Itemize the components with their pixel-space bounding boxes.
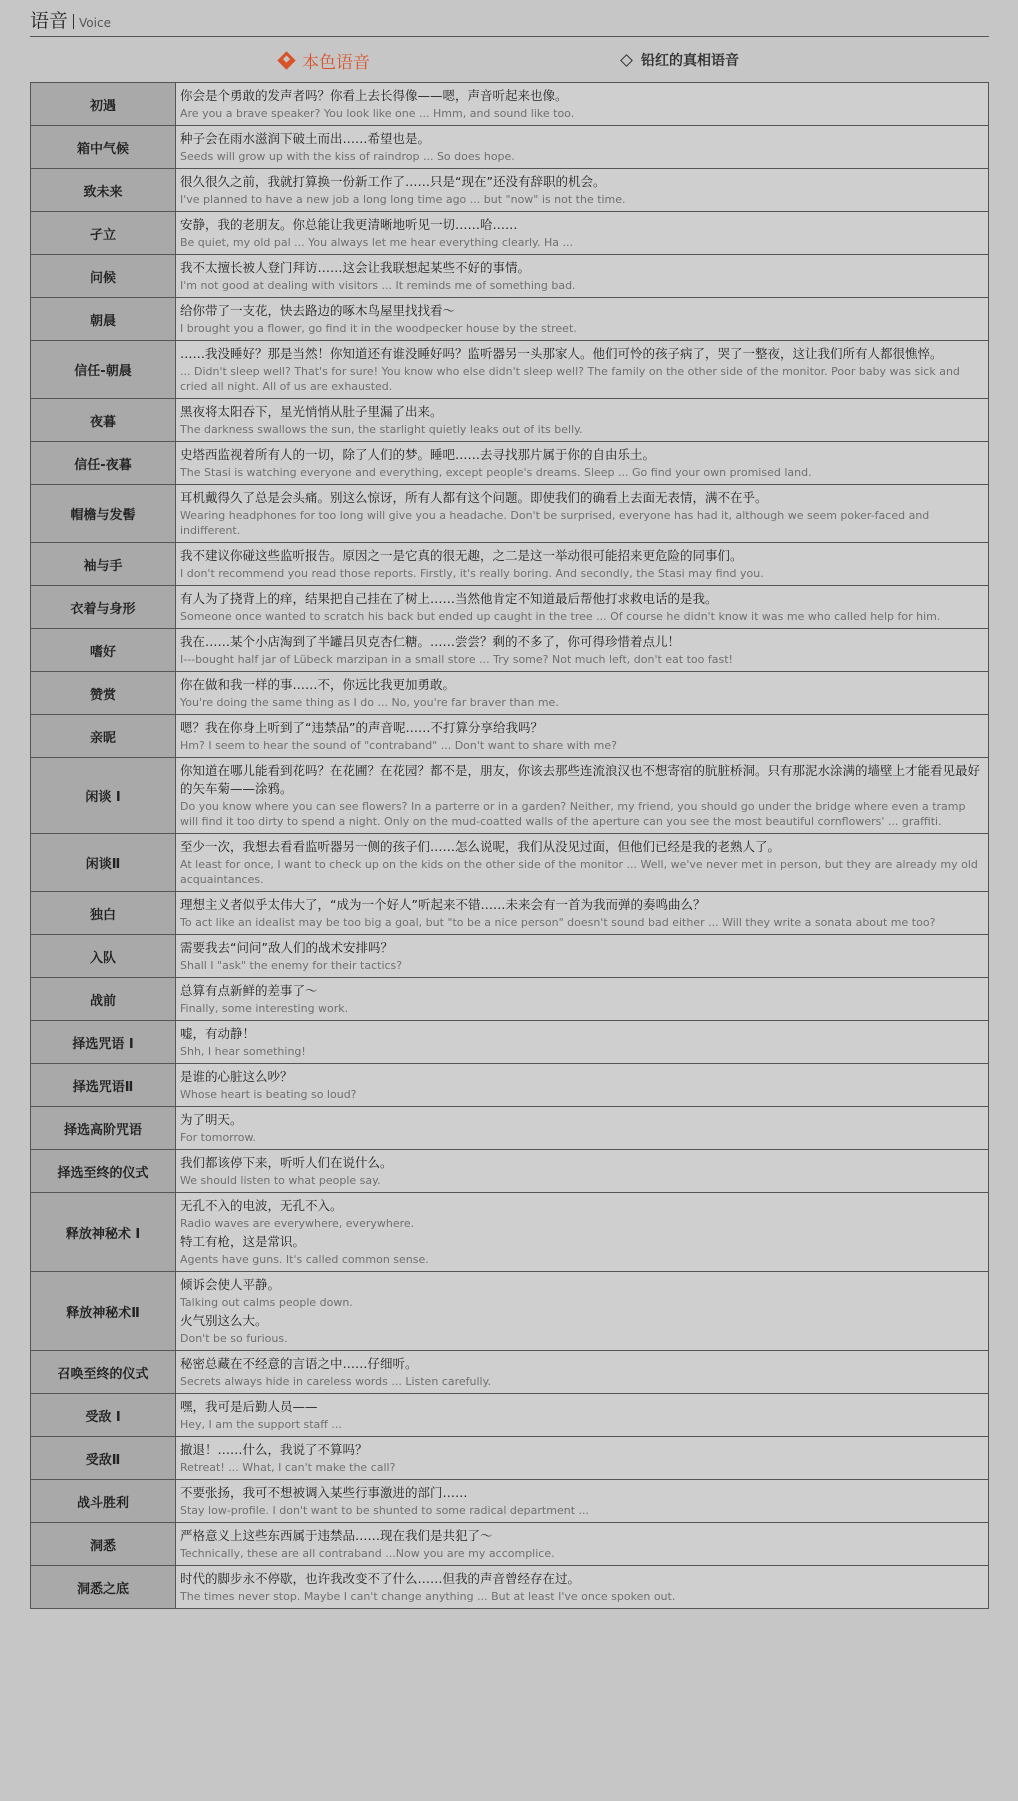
voice-lines-table [30,82,989,1609]
voice-row [31,715,989,758]
voice-text-en: I'm not good at dealing with visitors ... It reminds me of something bad. [180,279,576,292]
voice-line [180,489,982,538]
voice-row [31,935,989,978]
voice-text-cn: 至少一次，我想去看看监听器另一侧的孩子们……怎么说呢，我们从没见过面，但他们已经是我的老熟人了。 [180,839,781,854]
voice-line [180,1111,982,1145]
voice-text-cn: 耳机戴得久了总是会头痛。别这么惊讶，所有人都有这个问题。即使我们的确看上去面无表情，满不在乎。 [180,490,768,505]
voice-content [176,672,989,715]
voice-label: 问候 [31,255,176,298]
voice-content [176,758,989,834]
voice-label: 衣着与身形 [31,586,176,629]
voice-text-en: The Stasi is watching everyone and everything, except people's dreams. Sleep ... Go find your own promised land. [180,466,812,479]
voice-text-cn: 黑夜将太阳吞下，星光悄悄从肚子里漏了出来。 [180,404,443,419]
voice-line [180,173,982,207]
voice-content [176,715,989,758]
voice-label: 初遇 [31,83,176,126]
voice-text-cn: ……我没睡好？那是当然！你知道还有谁没睡好吗？监听器另一头那家人。他们可怜的孩子病了，哭了一整夜，这让我们所有人都很憔悴。 [180,346,943,361]
voice-content [176,629,989,672]
voice-line [180,446,982,480]
voice-text-cn: 很久很久之前，我就打算换一份新工作了……只是“现在”还没有辞职的机会。 [180,174,606,189]
voice-label: 召唤至终的仪式 [31,1351,176,1394]
voice-label: 袖与手 [31,543,176,586]
voice-content [176,1351,989,1394]
voice-text-cn: 无孔不入的电波，无孔不入。 [180,1198,343,1213]
voice-line [180,1570,982,1604]
voice-content [176,935,989,978]
voice-line [180,762,982,829]
voice-row [31,629,989,672]
voice-content [176,1566,989,1609]
voice-content [176,543,989,586]
voice-lines-body [31,83,989,1609]
voice-text-en: Whose heart is beating so loud? [180,1088,357,1101]
voice-text-cn: 严格意义上这些东西属于违禁品……现在我们是共犯了～ [180,1528,493,1543]
voice-text-en: I've planned to have a new job a long long time ago ... but "now" is not the time. [180,193,626,206]
voice-row [31,1394,989,1437]
voice-text-en: To act like an idealist may be too big a goal, but "to be a nice person" doesn't sound bad either ... Will they write a sonata about me too? [180,916,936,929]
voice-label: 信任-夜暮 [31,442,176,485]
voice-text-cn: 我在……某个小店淘到了半罐吕贝克杏仁糖。……尝尝？剩的不多了，你可得珍惜着点儿！ [180,634,681,649]
voice-text-en: Are you a brave speaker? You look like one ... Hmm, and sound like too. [180,107,575,120]
voice-content [176,834,989,892]
voice-text-en: Be quiet, my old pal ... You always let me hear everything clearly. Ha ... [180,236,573,249]
voice-text-en: Wearing headphones for too long will give you a headache. Don't be surprised, everyone has had it, although we seem poker-faced and indifferent. [180,509,930,537]
voice-row [31,212,989,255]
voice-text-cn: 史塔西监视着所有人的一切，除了人们的梦。睡吧……去寻找那片属于你的自由乐土。 [180,447,656,462]
voice-line [180,1312,982,1346]
voice-text-cn: 撤退！……什么，我说了不算吗？ [180,1442,368,1457]
voice-text-cn: 安静，我的老朋友。你总能让我更清晰地听见一切……哈…… [180,217,518,232]
voice-text-cn: 给你带了一支花，快去路边的啄木鸟屋里找找看～ [180,303,456,318]
voice-label: 独白 [31,892,176,935]
voice-line [180,1398,982,1432]
voice-label: 箱中气候 [31,126,176,169]
voice-text-en: At least for once, I want to check up on the kids on the other side of the monitor ... Well, we've never met in person, but they are already my old acquaintances. [180,858,978,886]
voice-content [176,586,989,629]
voice-row [31,442,989,485]
voice-text-cn: 倾诉会使人平静。 [180,1277,281,1292]
voice-label: 战斗胜利 [31,1480,176,1523]
section-title: 语音 [30,10,69,32]
voice-text-cn: 你在做和我一样的事……不，你远比我更加勇敢。 [180,677,456,692]
voice-text-en: Someone once wanted to scratch his back but ended up caught in the tree ... Of course he didn't know it was me who called help for him. [180,610,941,623]
voice-row [31,543,989,586]
voice-row [31,1566,989,1609]
voice-text-en: I don't recommend you read those reports. Firstly, it's really boring. And secondly, the Stasi may find you. [180,567,764,580]
voice-label: 受敌 I [31,1394,176,1437]
voice-tabs [30,44,989,76]
voice-line [180,216,982,250]
diamond-outline-icon [620,54,633,67]
voice-line [180,1441,982,1475]
voice-label: 孑立 [31,212,176,255]
voice-label: 闲谈 I [31,758,176,834]
voice-line [180,302,982,336]
voice-line [180,1068,982,1102]
voice-text-en: Seeds will grow up with the kiss of raindrop ... So does hope. [180,150,515,163]
voice-text-cn: 我不太擅长被人登门拜访……这会让我联想起某些不好的事情。 [180,260,531,275]
voice-text-cn: 理想主义者似乎太伟大了，“成为一个好人”听起来不错……未来会有一首为我而弹的奏鸣曲么？ [180,897,706,912]
voice-text-en: Finally, some interesting work. [180,1002,349,1015]
voice-content [176,169,989,212]
voice-line [180,939,982,973]
voice-line [180,1233,982,1267]
voice-content [176,212,989,255]
voice-line [180,896,982,930]
voice-row [31,892,989,935]
voice-text-cn: 嘿，我可是后勤人员—— [180,1399,318,1414]
voice-row [31,586,989,629]
voice-text-cn: 时代的脚步永不停歇，也许我改变不了什么……但我的声音曾经存在过。 [180,1571,581,1586]
voice-row [31,1193,989,1272]
voice-text-en: The times never stop. Maybe I can't change anything ... But at least I've once spoken out. [180,1590,676,1603]
voice-label: 战前 [31,978,176,1021]
voice-row [31,978,989,1021]
voice-text-en: Stay low-profile. I don't want to be shunted to some radical department ... [180,1504,589,1517]
voice-content [176,1150,989,1193]
voice-text-en: Radio waves are everywhere, everywhere. [180,1217,415,1230]
voice-text-cn: 你会是个勇敢的发声者吗？你看上去长得像——嗯，声音听起来也像。 [180,88,568,103]
voice-line [180,1154,982,1188]
section-subtitle: Voice [79,16,111,30]
tab-truth-voice[interactable] [622,44,739,76]
voice-label: 嗜好 [31,629,176,672]
voice-text-cn: 需要我去“问问”敌人们的战术安排吗？ [180,940,393,955]
tab-default-voice[interactable] [280,44,370,76]
voice-text-cn: 是谁的心脏这么吵？ [180,1069,293,1084]
voice-row [31,255,989,298]
voice-row [31,169,989,212]
voice-text-en: Shh, I hear something! [180,1045,306,1058]
voice-text-en: Agents have guns. It's called common sense. [180,1253,429,1266]
voice-label: 择选咒语Ⅱ [31,1064,176,1107]
voice-line [180,590,982,624]
voice-content [176,1107,989,1150]
voice-content [176,978,989,1021]
voice-text-en: For tomorrow. [180,1131,256,1144]
voice-line [180,1276,982,1310]
voice-label: 入队 [31,935,176,978]
diamond-filled-icon [277,51,295,69]
voice-label: 夜暮 [31,399,176,442]
voice-row [31,399,989,442]
voice-row [31,1523,989,1566]
voice-text-cn: 有人为了挠背上的痒，结果把自己挂在了树上……当然他肯定不知道最后帮他打求救电话的是我。 [180,591,718,606]
voice-text-en: Don't be so furious. [180,1332,288,1345]
voice-text-en: Retreat! ... What, I can't make the call? [180,1461,396,1474]
voice-row [31,298,989,341]
voice-line [180,719,982,753]
voice-text-en: Do you know where you can see flowers? In a parterre or in a garden? Neither, my friend, you should go under the bridge where even a tramp will find it too dirty to spend a night. Only on the mud-coatted walls of the aperture can you see the most beautiful cornflowers' ... graffiti. [180,800,966,828]
voice-text-cn: 总算有点新鲜的差事了～ [180,983,318,998]
voice-content [176,485,989,543]
voice-label: 帽檐与发髻 [31,485,176,543]
voice-text-cn: 不要张扬，我可不想被调入某些行事激进的部门…… [180,1485,468,1500]
voice-line [180,1025,982,1059]
voice-content [176,1394,989,1437]
voice-text-cn: 种子会在雨水滋润下破土而出……希望也是。 [180,131,431,146]
voice-row [31,341,989,399]
voice-content [176,1064,989,1107]
voice-content [176,442,989,485]
voice-text-en: The darkness swallows the sun, the starlight quietly leaks out of its belly. [180,423,583,436]
voice-text-en: Secrets always hide in careless words ... Listen carefully. [180,1375,492,1388]
voice-content [176,1523,989,1566]
voice-row [31,83,989,126]
voice-line [180,633,982,667]
voice-line [180,838,982,887]
voice-content [176,126,989,169]
voice-row [31,1480,989,1523]
voice-line [180,87,982,121]
voice-label: 择选高阶咒语 [31,1107,176,1150]
voice-text-cn: 嗯？我在你身上听到了“违禁品”的声音呢……不打算分享给我吗？ [180,720,543,735]
voice-label: 赞赏 [31,672,176,715]
voice-line [180,1527,982,1561]
voice-text-en: You're doing the same thing as I do ... No, you're far braver than me. [180,696,559,709]
voice-label: 信任-朝晨 [31,341,176,399]
voice-text-cn: 我们都该停下来，听听人们在说什么。 [180,1155,393,1170]
voice-label: 洞悉 [31,1523,176,1566]
voice-row [31,1351,989,1394]
voice-line [180,1197,982,1231]
voice-content [176,1272,989,1351]
voice-label: 受敌Ⅱ [31,1437,176,1480]
tab-truth-voice-label: 铅红的真相语音 [641,53,739,69]
voice-line [180,676,982,710]
tab-default-voice-label: 本色语音 [302,52,370,73]
voice-content [176,1480,989,1523]
voice-line [180,130,982,164]
voice-row [31,834,989,892]
voice-row [31,485,989,543]
voice-label: 释放神秘术Ⅱ [31,1272,176,1351]
voice-row [31,758,989,834]
voice-content [176,1437,989,1480]
voice-row [31,1437,989,1480]
voice-content [176,1193,989,1272]
voice-text-cn: 秘密总藏在不经意的言语之中……仔细听。 [180,1356,418,1371]
voice-content [176,341,989,399]
voice-text-en: We should listen to what people say. [180,1174,381,1187]
voice-line [180,345,982,394]
voice-row [31,1150,989,1193]
voice-text-en: ... Didn't sleep well? That's for sure! You know who else didn't sleep well? The family on the other side of the monitor. Poor baby was sick and cried all night. All of us are exhausted. [180,365,960,393]
voice-row [31,126,989,169]
voice-line [180,982,982,1016]
voice-text-cn: 我不建议你碰这些监听报告。原因之一是它真的很无趣，之二是这一举动很可能招来更危险的同事们。 [180,548,743,563]
voice-content [176,1021,989,1064]
voice-line [180,547,982,581]
voice-line [180,1484,982,1518]
voice-text-en: I---bought half jar of Lübeck marzipan in a small store ... Try some? Not much left, don't eat too fast! [180,653,733,666]
voice-text-cn: 你知道在哪儿能看到花吗？在花圃？在花园？都不是，朋友，你该去那些连流浪汉也不想寄宿的肮脏桥洞。只有那泥水涂满的墙壁上才能看见最好的矢车菊——涂鸦。 [180,763,981,796]
voice-text-en: Hey, I am the support staff ... [180,1418,342,1431]
voice-label: 致未来 [31,169,176,212]
voice-label: 择选咒语 I [31,1021,176,1064]
voice-label: 亲昵 [31,715,176,758]
voice-label: 释放神秘术 I [31,1193,176,1272]
voice-text-en: I brought you a flower, go find it in the woodpecker house by the street. [180,322,577,335]
voice-text-en: Talking out calms people down. [180,1296,353,1309]
voice-line [180,403,982,437]
voice-text-cn: 为了明天。 [180,1112,243,1127]
title-divider [73,14,74,29]
voice-text-cn: 火气别这么大。 [180,1313,268,1328]
voice-content [176,399,989,442]
section-header [30,8,989,37]
voice-label: 择选至终的仪式 [31,1150,176,1193]
voice-row [31,1021,989,1064]
voice-text-cn: 嘘，有动静！ [180,1026,256,1041]
voice-text-en: Technically, these are all contraband ...Now you are my accomplice. [180,1547,555,1560]
voice-label: 洞悉之底 [31,1566,176,1609]
voice-line [180,1355,982,1389]
voice-label: 朝晨 [31,298,176,341]
voice-row [31,672,989,715]
voice-text-cn: 特工有枪，这是常识。 [180,1234,306,1249]
voice-row [31,1064,989,1107]
voice-content [176,83,989,126]
voice-content [176,255,989,298]
voice-line [180,259,982,293]
voice-row [31,1272,989,1351]
voice-row [31,1107,989,1150]
voice-label: 闲谈Ⅱ [31,834,176,892]
voice-content [176,298,989,341]
voice-content [176,892,989,935]
voice-text-en: Hm? I seem to hear the sound of "contraband" ... Don't want to share with me? [180,739,617,752]
voice-text-en: Shall I "ask" the enemy for their tactics? [180,959,403,972]
